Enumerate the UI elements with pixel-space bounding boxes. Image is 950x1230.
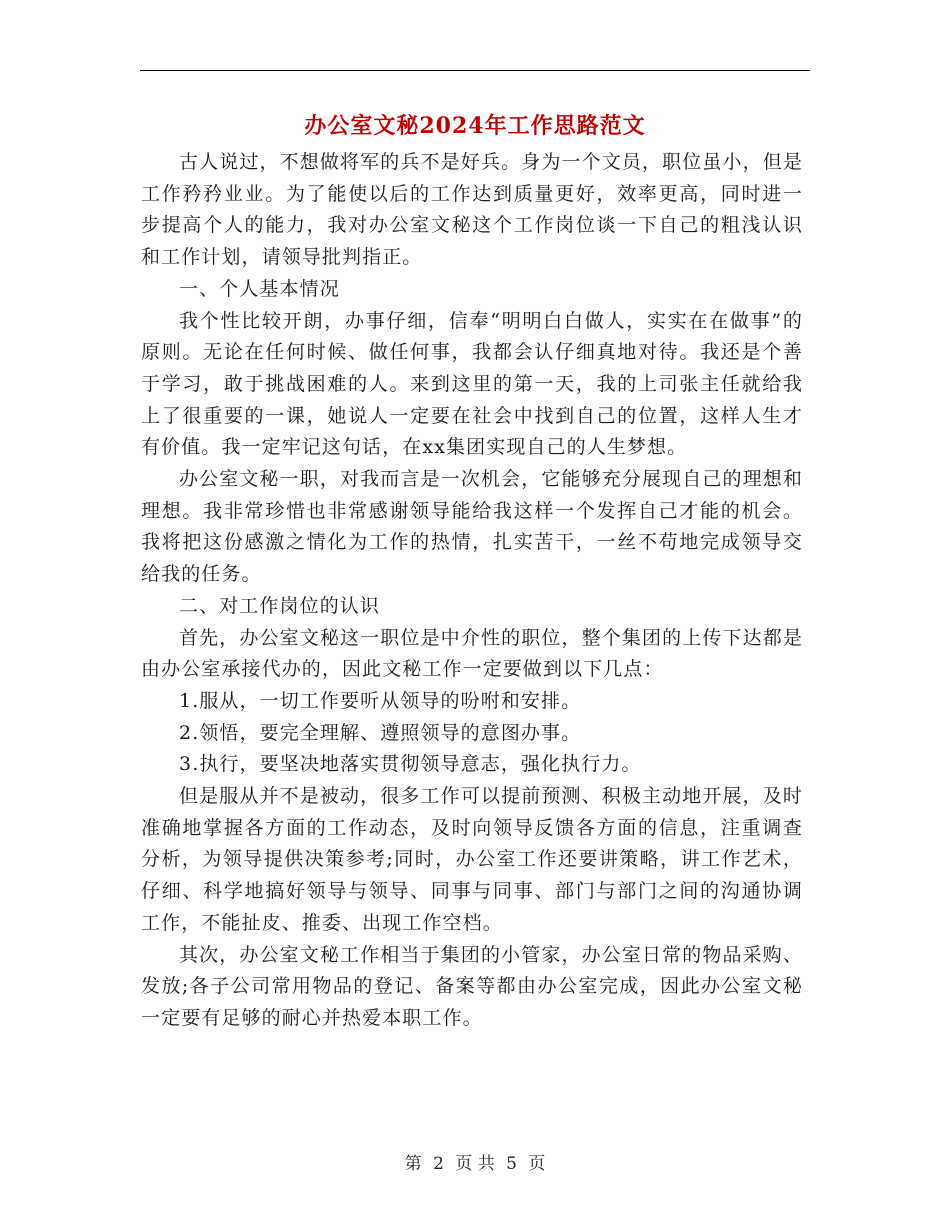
list-item-2: 2.领悟，要完全理解、遵照领导的意图办事。: [179, 721, 582, 744]
paragraph-intro: 古人说过，不想做将军的兵不是好兵。身为一个文员，职位虽小，但是工作矜矜业业。为了能使以后的工作达到质量更好，效率更高，同时进一步提高个人的能力，我对办公室文秘这个工作岗位谈一下自己的粗浅认识和工作计划，请领导批判指正。: [141, 151, 803, 269]
paragraph-opportunity: 办公室文秘一职，对我而言是一次机会，它能够充分展现自己的理想和理想。我非常珍惜也非常感谢领导能给我这样一个发挥自己才能的机会。我将把这份感激之情化为工作的热情，扎实苦干，一丝不苟地完成领导交给我的任务。: [141, 468, 803, 586]
document-title: 办公室文秘2024年工作思路范文: [304, 113, 646, 139]
footer-page-number: 2: [433, 1154, 444, 1174]
list-item-1: 1.服从，一切工作要听从领导的吩咐和安排。: [179, 689, 582, 712]
page-footer: [0, 1152, 950, 1176]
document-body: [141, 147, 803, 1035]
footer-prefix: 第: [404, 1154, 422, 1174]
footer-middle: 页 共: [455, 1154, 495, 1174]
paragraph-proactive: 但是服从并不是被动，很多工作可以提前预测、积极主动地开展，及时准确地掌握各方面的工作动态，及时向领导反馈各方面的信息，注重调查分析，为领导提供决策参考;同时，办公室工作还要讲策略，讲工作艺术，仔细、科学地搞好领导与领导、同事与同事、部门与部门之间的沟通协调工作，不能扯皮、推委、出现工作空档。: [141, 785, 803, 934]
section-heading-2: 二、对工作岗位的认识: [179, 594, 381, 617]
footer-total-pages: 5: [506, 1154, 517, 1174]
list-item-3: 3.执行，要坚决地落实贯彻领导意志，强化执行力。: [179, 753, 642, 776]
paragraph-second: 其次，办公室文秘工作相当于集团的小管家，办公室日常的物品采购、发放;各子公司常用物品的登记、备案等都由办公室完成，因此办公室文秘一定要有足够的耐心并热爱本职工作。: [141, 943, 803, 1029]
header-rule: [140, 70, 810, 71]
paragraph-first: 首先，办公室文秘这一职位是中介性的职位，整个集团的上传下达都是由办公室承接代办的，因此文秘工作一定要做到以下几点：: [141, 626, 803, 681]
section-heading-1: 一、个人基本情况: [179, 277, 340, 300]
footer-suffix: 页: [528, 1154, 546, 1174]
paragraph-personality: 我个性比较开朗，办事仔细，信奉“明明白白做人，实实在在做事”的原则。无论在任何时候、做任何事，我都会认仔细真地对待。我还是个善于学习，敢于挑战困难的人。来到这里的第一天，我的上司张主任就给我上了很重要的一课，她说人一定要在社会中找到自己的位置，这样人生才有价值。我一定牢记这句话，在xx集团实现自己的人生梦想。: [141, 309, 803, 459]
